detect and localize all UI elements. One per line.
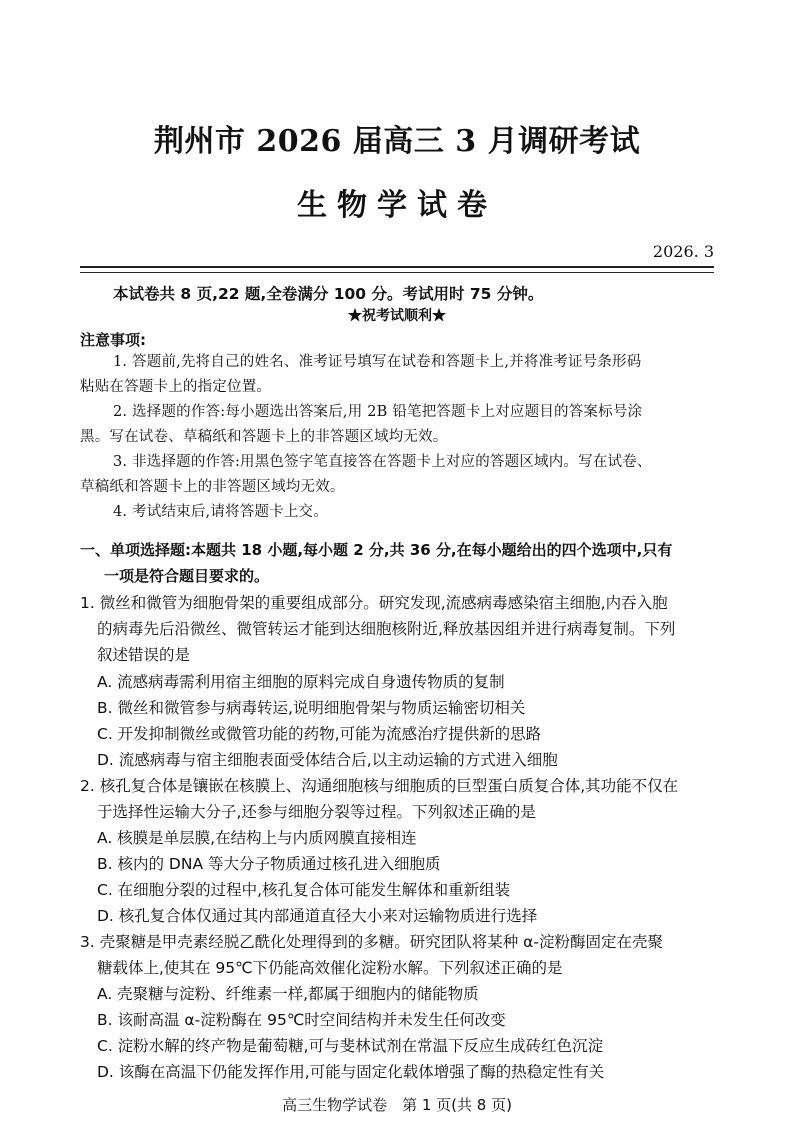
option: A. 壳聚糖与淀粉、纤维素一样,都属于细胞内的储能物质 [97,985,479,1003]
notice-line: 草稿纸和答题卡上的非答题区域均无效。 [80,479,345,495]
question-stem: 糖载体上,使其在 95℃下仍能高效催化淀粉水解。下列叙述正确的是 [97,959,563,977]
notice-line: 黑。写在试卷、草稿纸和答题卡上的非答题区域均无效。 [80,429,448,445]
option: C. 开发抑制微丝或微管功能的药物,可能为流感治疗提供新的思路 [97,725,542,743]
page-footer: 高三生物学试卷 第 1 页(共 8 页) [282,1096,512,1114]
question-stem: 2. 核孔复合体是镶嵌在核膜上、沟通细胞核与细胞质的巨型蛋白质复合体,其功能不仅在 [80,777,679,795]
notice-heading: 注意事项: [80,331,146,349]
notice-line: 粘贴在答题卡上的指定位置。 [80,379,272,395]
question-stem: 3. 壳聚糖是甲壳素经脱乙酰化处理得到的多糖。研究团队将某种 α-淀粉酶固定在壳聚 [80,933,663,951]
question-stem: 1. 微丝和微管为细胞骨架的重要组成部分。研究发现,流感病毒感染宿主细胞,内吞入胞 [80,594,668,612]
option: B. 核内的 DNA 等大分子物质通过核孔进入细胞质 [97,855,441,873]
question-stem: 叙述错误的是 [97,646,191,664]
exam-summary: 本试卷共 8 页,22 题,全卷满分 100 分。考试用时 75 分钟。 [113,285,544,303]
header-divider-thick [80,266,714,268]
question-stem: 于选择性运输大分子,还参与细胞分裂等过程。下列叙述正确的是 [97,803,536,821]
notice-line: 3. 非选择题的作答:用黑色签字笔直接答在答题卡上对应的答题区域内。写在试卷、 [113,454,652,470]
notice-line: 1. 答题前,先将自己的姓名、准考证号填写在试卷和答题卡上,并将准考证号条形码 [113,354,642,370]
good-luck-banner: ★祝考试顺利★ [348,308,446,324]
option: D. 该酶在高温下仍能发挥作用,可能与固定化载体增强了酶的热稳定性有关 [97,1063,605,1081]
notice-line: 2. 选择题的作答:每小题选出答案后,用 2B 铅笔把答题卡上对应题目的答案标号涂 [113,404,643,420]
option: B. 该耐高温 α-淀粉酶在 95℃时空间结构并未发生任何改变 [97,1011,506,1029]
option: D. 核孔复合体仅通过其内部通道直径大小来对运输物质进行选择 [97,907,538,925]
section-heading: 一项是符合题目要求的。 [104,567,270,585]
exam-date: 2026. 3 [652,242,714,261]
option: C. 在细胞分裂的过程中,核孔复合体可能发生解体和重新组装 [97,881,511,899]
option: A. 流感病毒需利用宿主细胞的原料完成自身遗传物质的复制 [97,673,505,691]
notice-line: 4. 考试结束后,请将答题卡上交。 [113,504,328,520]
header-divider-thin [80,272,714,273]
option: D. 流感病毒与宿主细胞表面受体结合后,以主动运输的方式进入细胞 [97,751,558,769]
section-heading: 一、单项选择题:本题共 18 小题,每小题 2 分,共 36 分,在每小题给出的四个选项中,只有 [80,541,673,559]
question-stem: 的病毒先后沿微丝、微管转运才能到达细胞核附近,释放基因组并进行病毒复制。下列 [97,620,676,638]
option: B. 微丝和微管参与病毒转运,说明细胞骨架与物质运输密切相关 [97,699,526,717]
exam-title: 荆州市 2026 届高三 3 月调研考试 [153,124,641,159]
option: A. 核膜是单层膜,在结构上与内质网膜直接相连 [97,829,417,847]
subject-title: 生物学试卷 [297,188,497,223]
option: C. 淀粉水解的终产物是葡萄糖,可与斐林试剂在常温下反应生成砖红色沉淀 [97,1037,604,1055]
